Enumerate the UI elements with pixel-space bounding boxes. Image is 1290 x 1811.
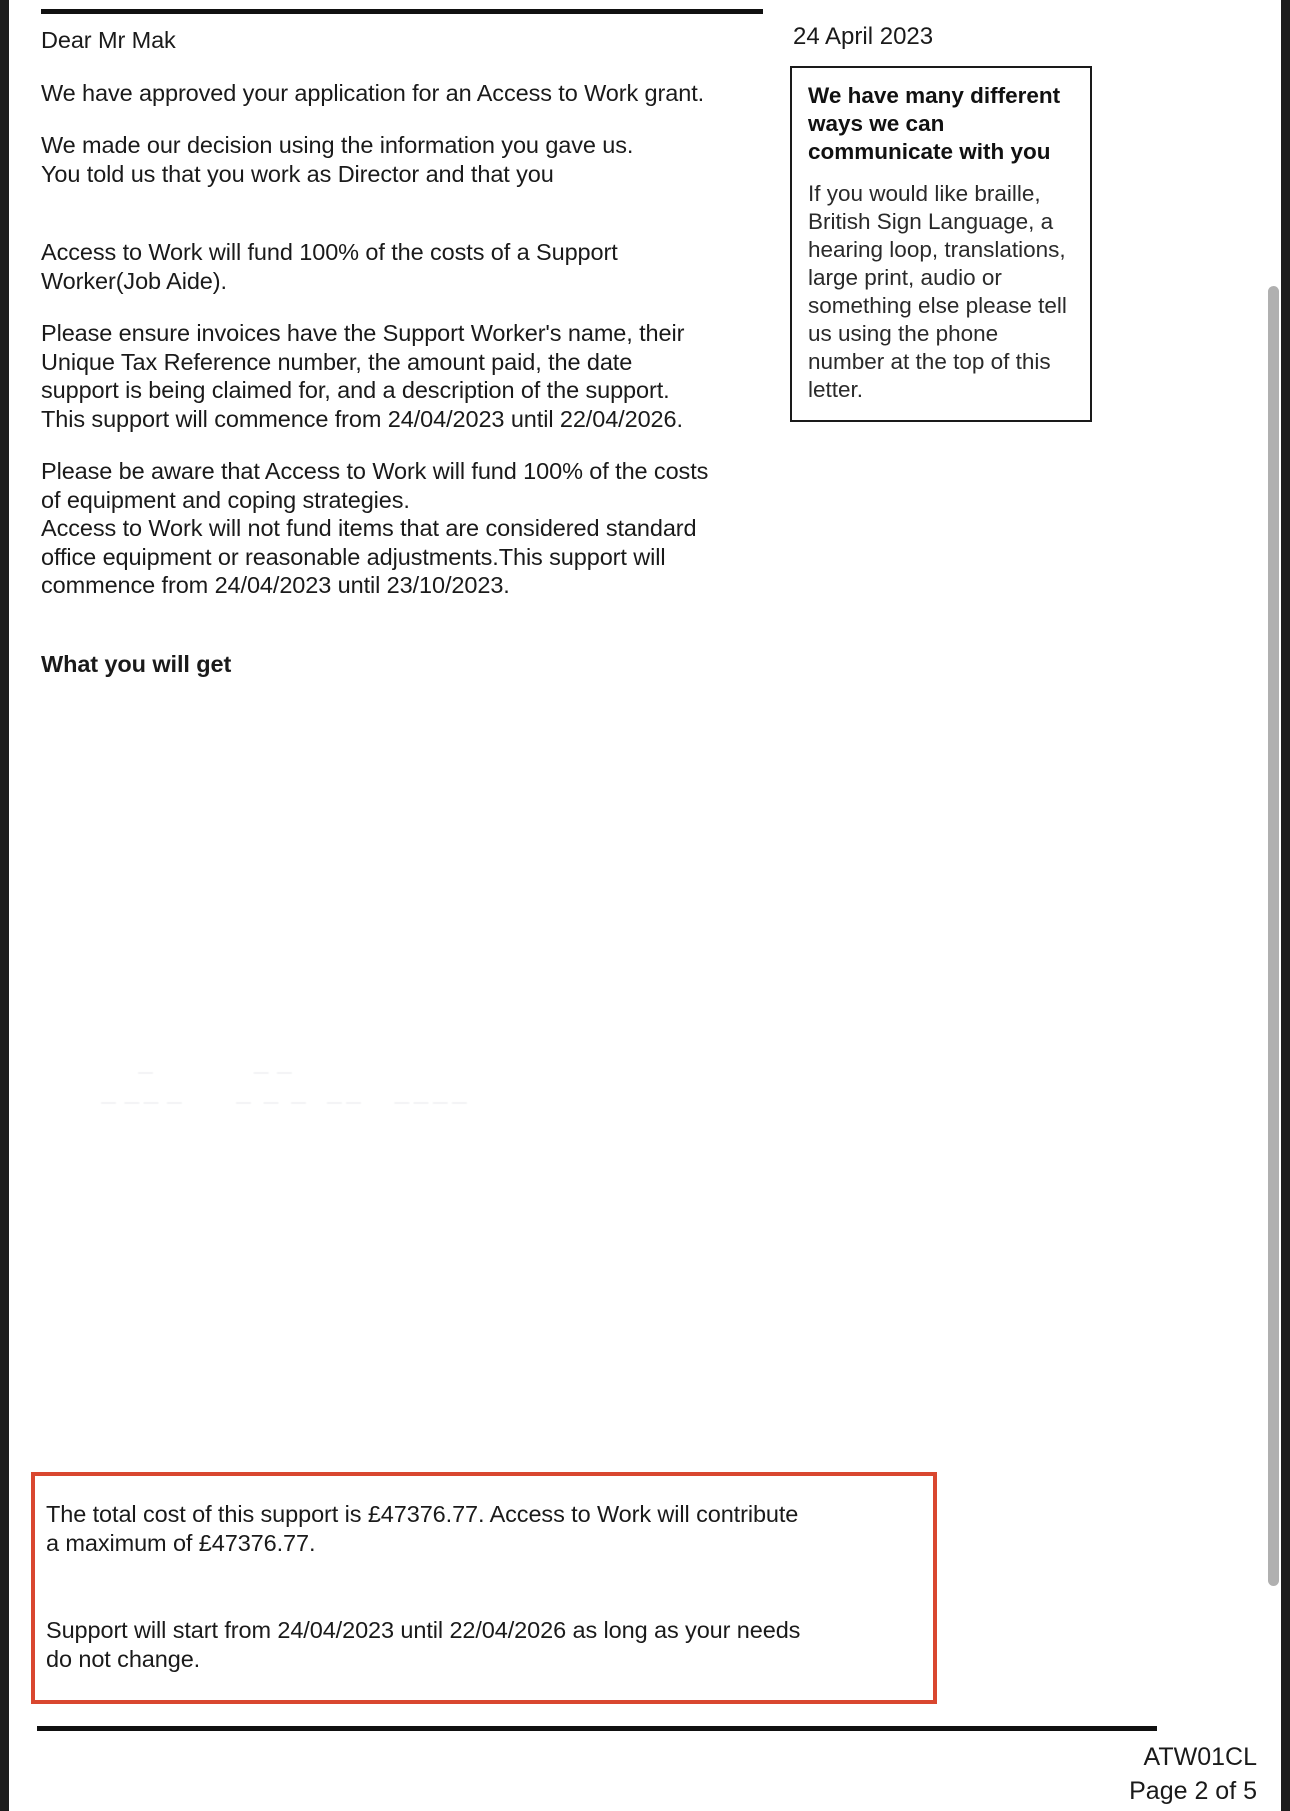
comms-box-heading: We have many different ways we can communicate with you (808, 83, 1061, 164)
paragraph-invoices-line-1: Please ensure invoices have the Support Worker's name, their (41, 320, 685, 346)
paragraph-approval: We have approved your application for an Access to Work grant. (41, 79, 705, 106)
paragraph-equipment-line-4: office equipment or reasonable adjustments.This support will (41, 543, 666, 570)
document-page (9, 0, 1265, 1811)
section-heading-what-you-will-get: What you will get (41, 650, 232, 677)
paragraph-equipment-line-3: Access to Work will not fund items that are considered standard (41, 515, 697, 541)
letter-date: 24 April 2023 (793, 23, 934, 50)
total-cost-line-1: The total cost of this support is £47376.77. Access to Work will contribute (46, 1501, 799, 1527)
footer-form-code: ATW01CL (1143, 1743, 1257, 1771)
paragraph-funding-line-1: Access to Work will fund 100% of the costs of a Support (41, 239, 618, 265)
paragraph-decision-line-1: We made our decision using the information you gave us. (41, 132, 634, 158)
header-rule (41, 9, 763, 14)
faint-line-2: — — — — — — — — — — — — — (101, 1094, 467, 1111)
support-duration-line-1: Support will start from 24/04/2023 until 22/04/2026 as long as your needs (46, 1617, 801, 1643)
window-chrome-right-edge (1281, 0, 1290, 1811)
page-footer (1129, 1740, 1257, 1808)
paragraph-invoices-line-4: This support will commence from 24/04/2023 until 22/04/2026. (41, 405, 683, 432)
window-chrome-left-edge (0, 0, 9, 1811)
paragraph-spacer (41, 212, 751, 238)
comms-box-body: If you would like braille, British Sign Language, a hearing loop, translations, large print, audio or something else please tell us using the phone number at the top of this letter. (808, 181, 1067, 402)
right-column (790, 22, 1092, 422)
salutation: Dear Mr Mak (41, 27, 176, 53)
paragraph-funding-line-2: Worker(Job Aide). (41, 267, 227, 294)
scrollbar-thumb[interactable] (1268, 286, 1279, 1586)
paragraph-equipment-line-1: Please be aware that Access to Work will fund 100% of the costs (41, 458, 709, 484)
paragraph-invoices-line-2: Unique Tax Reference number, the amount paid, the date (41, 348, 633, 375)
footer-page-number: Page 2 of 5 (1129, 1777, 1257, 1805)
faint-erased-text (101, 1058, 521, 1118)
total-cost-line-2: a maximum of £47376.77. (46, 1530, 316, 1556)
paragraph-decision-line-2: You told us that you work as Director and that you (41, 160, 554, 187)
paragraph-equipment-line-2: of equipment and coping strategies. (41, 486, 410, 513)
heading-spacer (41, 624, 751, 650)
letter-body (41, 26, 751, 678)
paragraph-equipment-line-5: commence from 24/04/2023 until 23/10/2023. (41, 572, 510, 598)
communication-options-box (790, 66, 1092, 422)
support-duration-line-2: do not change. (46, 1646, 201, 1672)
faint-line-1: — — — (101, 1064, 294, 1081)
paragraph-invoices-line-3: support is being claimed for, and a description of the support. (41, 377, 670, 403)
footer-rule (37, 1726, 1157, 1731)
vertical-scrollbar[interactable] (1265, 0, 1281, 1811)
cost-highlight-box (31, 1472, 937, 1704)
